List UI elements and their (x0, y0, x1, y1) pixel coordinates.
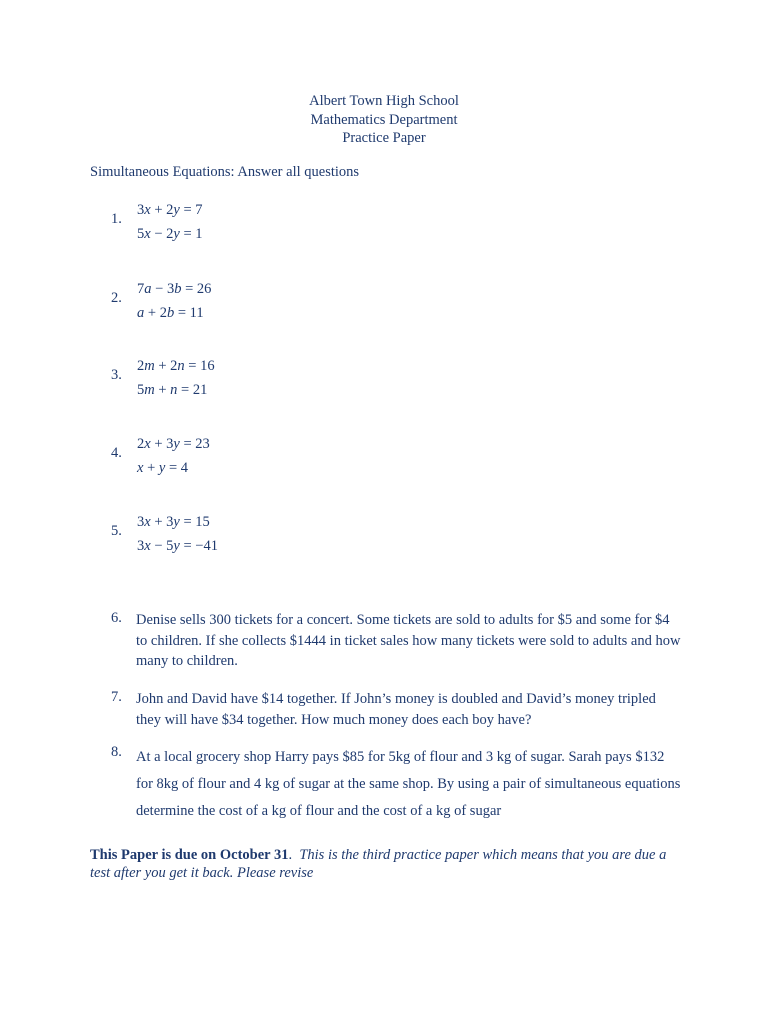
question-number: 4. (111, 445, 122, 461)
question-text: John and David have $14 together. If John’s money is doubled and David’s money tripled they will have $34 together. How much money does each boy have? (136, 691, 656, 728)
question-number: 7. (111, 689, 122, 705)
question-6 (111, 610, 691, 672)
document-header (0, 92, 768, 148)
question-number: 8. (111, 744, 122, 760)
equation-line: 3x + 3y = 15 (137, 514, 210, 530)
equation-pair (137, 510, 218, 558)
equation-line: 5m + n = 21 (137, 382, 208, 398)
department-name: Mathematics Department (310, 111, 458, 128)
question-text: At a local grocery shop Harry pays $85 for 5kg of flour and 3 kg of sugar. Sarah pays $132 for 8kg of flour and 4 kg of sugar at the same shop. By using a pair of simultaneous equations determine the cost of a kg of flour and the cost of a kg of sugar (136, 749, 681, 819)
question-number: 2. (111, 290, 122, 306)
question-7 (111, 689, 691, 730)
equation-line: 2x + 3y = 23 (137, 436, 210, 452)
instructions: Simultaneous Equations: Answer all questions (90, 164, 360, 180)
due-date-separator: . (288, 847, 293, 863)
revision-note: This is the third practice paper which means that you are due a test after you get it back. Please revise (90, 847, 667, 881)
equation-line: 7a − 3b = 26 (137, 281, 212, 297)
school-name: Albert Town High School (309, 93, 459, 109)
paper-type: Practice Paper (342, 130, 426, 146)
question-number: 6. (111, 610, 122, 626)
equation-pair (137, 277, 211, 325)
equation-line: 5x − 2y = 1 (137, 226, 203, 242)
question-text: Denise sells 300 tickets for a concert. Some tickets are sold to adults for $5 and some for $4 to children. If she collects $1444 in ticket sales how many tickets were sold to adults and how many to children. (136, 612, 681, 669)
due-date-note (90, 847, 670, 882)
equation-line: 2m + 2n = 16 (137, 358, 215, 374)
due-date: This Paper is due on October 31 (90, 847, 289, 863)
equation-line: 3x + 2y = 7 (137, 202, 203, 218)
question-number: 3. (111, 367, 122, 383)
question-number: 5. (111, 523, 122, 539)
equation-line: a + 2b = 11 (137, 305, 204, 321)
equation-line: 3x − 5y = −41 (137, 538, 218, 554)
equation-pair (137, 354, 215, 402)
question-8 (111, 744, 691, 825)
question-number: 1. (111, 211, 122, 227)
equation-pair (137, 432, 210, 480)
equation-pair (137, 198, 203, 246)
equation-line: x + y = 4 (137, 460, 188, 476)
